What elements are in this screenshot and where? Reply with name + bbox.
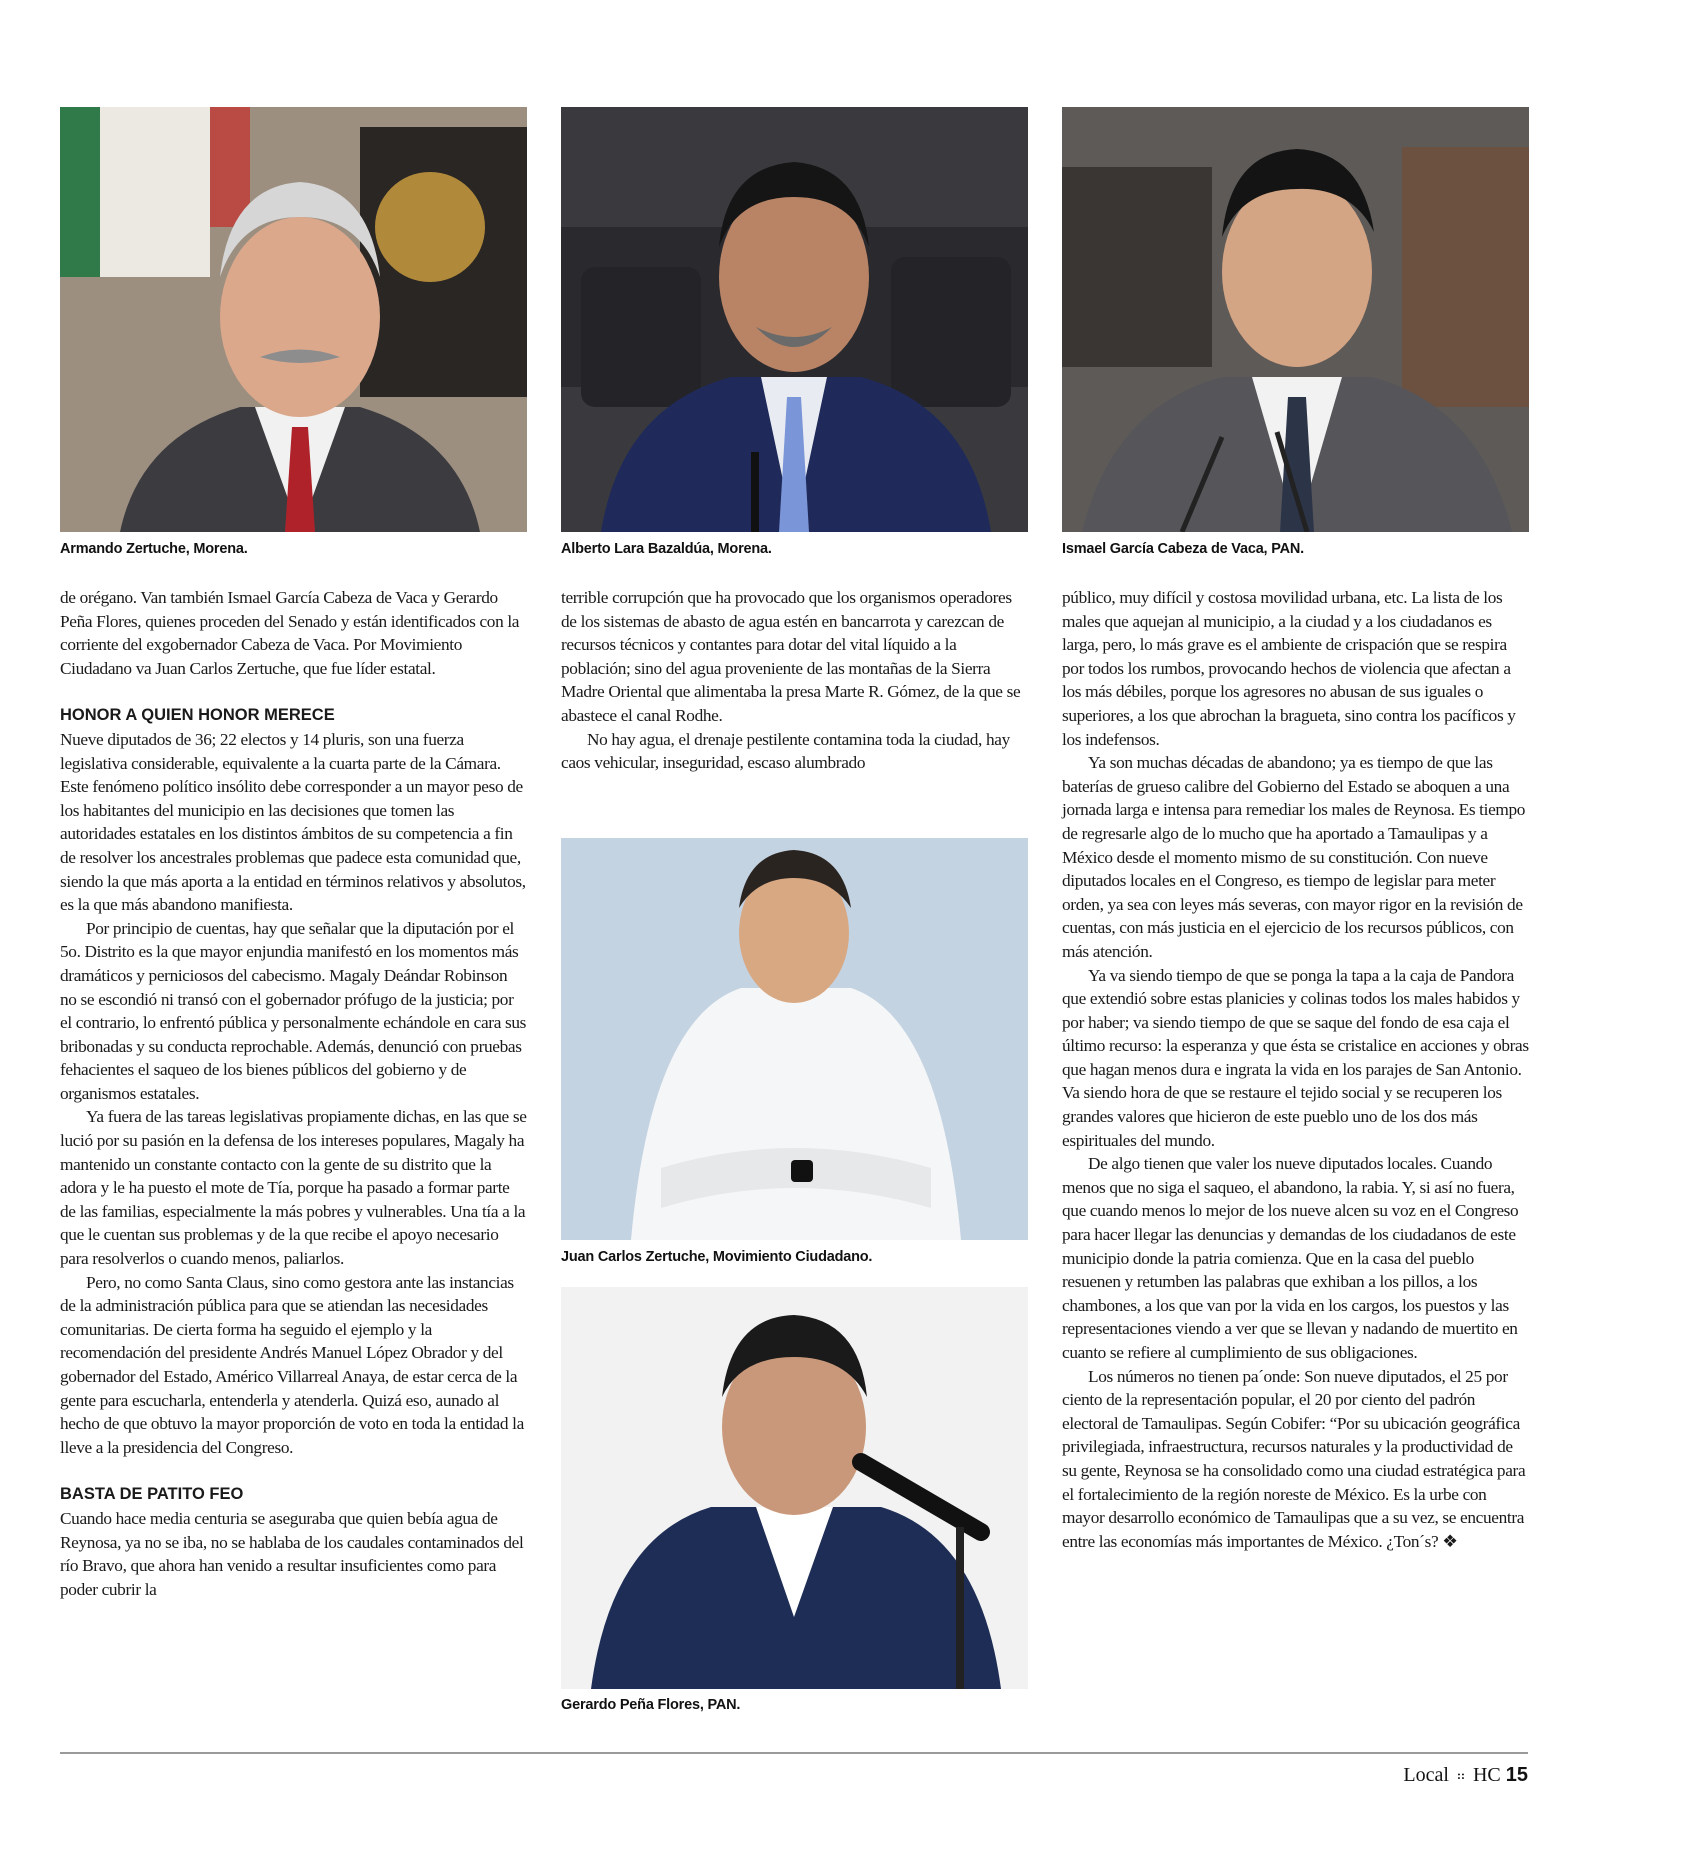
- article-paragraph: de orégano. Van también Ismael García Cabeza de Vaca y Gerardo Peña Flores, quienes proceden del Senado y están identificados con la corriente del exgobernador Cabeza de Vaca. Por Movimiento Ciudadano va Juan Carlos Zertuche, que fue líder estatal.: [60, 588, 520, 678]
- end-mark-icon: ❖: [1442, 1531, 1458, 1551]
- caption-ismael-garcia: Ismael García Cabeza de Vaca, PAN.: [1062, 541, 1304, 557]
- footer-rule: [60, 1752, 1528, 1754]
- caption-alberto-lara: Alberto Lara Bazaldúa, Morena.: [561, 541, 772, 557]
- photo-armando-zertuche: [60, 107, 527, 532]
- portrait-illustration: [561, 107, 1028, 532]
- article-paragraph: No hay agua, el drenaje pestilente contamina toda la ciudad, hay caos vehicular, inseguridad, escaso alumbrado: [561, 729, 1010, 773]
- article-paragraph: Ya son muchas décadas de abandono; ya es tiempo de que las baterías de grueso calibre del Gobierno del Estado se aboquen a una jornada larga e intensa para remediar los males de Reynosa. Es tiempo de regresarle algo de lo mucho que ha aportado a Tamaulipas y a México desde el momento mismo de su constitución. Con nueve diputados locales en el Congreso, es tiempo de legislar para meter orden, ya sea con leyes más severas, con mayor rigor en la revisión de cuentas, con más justicia en el ejercicio de los recursos públicos, con más atención.: [1062, 753, 1526, 961]
- section-name: Local: [1403, 1764, 1449, 1786]
- portrait-illustration: [60, 107, 527, 532]
- article-paragraph: Nueve diputados de 36; 22 electos y 14 pluris, son una fuerza legislativa considerable, equivalente a la cuarta parte de la Cámara. Este fenómeno político insólito debe corresponder a un mayor peso de los habitantes del municipio en las decisiones que tomen las autoridades estatales en los distintos ámbitos de su competencia a fin de resolver los ancestrales problemas que padece esta comunidad que, siendo la que más aporta a la entidad en términos relativos y absolutos, es la que más abandono manifiesta.: [60, 729, 526, 915]
- article-paragraph: terrible corrupción que ha provocado que los organismos operadores de los sistemas de abasto de agua estén en bancarrota y carezcan de recursos técnicos y contantes para dotar del vital líquido a la población; sino del agua proveniente de las montañas de la Sierra Madre Oriental que alimentaba la presa Marte R. Gómez, de la que se abastece el canal Rodhe.: [561, 588, 1021, 725]
- article-paragraph: Ya fuera de las tareas legislativas propiamente dichas, en las que se lució por su pasión en la defensa de los intereses populares, Magaly ha mantenido un constante contacto con la gente de su distrito que la adora y le ha puesto el mote de Tía, porque ha pasado a formar parte de las familias, especialmente la más pobres y vulnerables. Una tía a la que le cuentan sus problemas y de la que recibe el apoyo necesario para resolverlos o cuando menos, paliarlos.: [60, 1107, 527, 1269]
- article-column-3: [1062, 586, 1529, 1553]
- photo-ismael-garcia: [1062, 107, 1529, 532]
- article-paragraph: [1062, 1365, 1529, 1554]
- closing-text: Los números no tienen pa´onde: Son nueve diputados, el 25 por ciento de la representación popular, el 20 por ciento del padrón electoral de Tamaulipas. Según Cobifer: “Por su ubicación geográfica privilegiada, infraestructura, recursos naturales y la productividad de su gente, Reynosa se ha consolidado como una ciudad estratégica para el fortalecimiento de la región noreste de México. Es la urbe con mayor desarrollo económico de Tamaulipas que a su vez, se encuentra entre las economías más importantes de México. ¿Ton´s?: [1062, 1366, 1526, 1551]
- article-paragraph: Cuando hace media centuria se aseguraba que quien bebía agua de Reynosa, ya no se iba, no se hablaba de los caudales contaminados del río Bravo, que ahora han venido a resultar insuficientes como para poder cubrir la: [60, 1508, 524, 1599]
- article-paragraph: Ya va siendo tiempo de que se ponga la tapa a la caja de Pandora que extendió sobre estas planicies y colinas todos los males habidos y por haber; va siendo tiempo de que se saque del fondo de esa caja el último recurso: la esperanza y que ésta se cristalice en acciones y obras que hagan menos dura e ingrata la vida en los parajes de San Antonio. Va siendo hora de que se restaure el tejido social y se recuperen los grandes valores que hicieron de este pueblo uno de los dos más espirituales del mundo.: [1062, 965, 1529, 1150]
- article-column-1: [60, 586, 527, 1601]
- article-paragraph: De algo tienen que valer los nueve diputados locales. Cuando menos que no siga el saqueo, el abandono, la rabia. Y, si así no fuera, que cuando menos lo mejor de los nueve alcen su voz en el Congreso para hacer llegar las denuncias y demandas de los ciudadanos de este municipio donde la patria comienza. Que en la casa del pueblo resuenen y retumben las palabras que exhiban a los pillos, a los chambones, a los que van por la vida en los cargos, los puestos y las representaciones viendo a ver que se llevan y nadando de muertito en cuanto se refiere al cumplimiento de sus obligaciones.: [1062, 1154, 1519, 1362]
- article-paragraph: Pero, no como Santa Claus, sino como gestora ante las instancias de la administración pública para que se atiendan las necesidades comunitarias. De cierta forma ha seguido el ejemplo y la recomendación del presidente Andrés Manuel López Obrador y del gobernador del Estado, Américo Villarreal Anaya, de estar cerca de la gente para escucharla, entenderla y atenderla. Quizá eso, aunado al hecho de que obtuvo la mayor proporción de voto en toda la entidad la lleve a la presidencia del Congreso.: [60, 1272, 524, 1457]
- photo-juan-carlos-zertuche: [561, 838, 1028, 1240]
- photo-gerardo-pena: [561, 1287, 1028, 1689]
- article-paragraph: Por principio de cuentas, hay que señalar que la diputación por el 5o. Distrito es la que mayor enjundia manifestó en los momentos más dramáticos y perniciosos del cabecismo. Magaly Deándar Robinson no se escondió ni transó con el gobernador prófugo de la justicia; por el contrario, lo enfrentó pública y personalmente echándole en cara sus bribonadas y su conducta reprochable. Además, denunció con pruebas fehacientes el saqueo de los bienes públicos del gobierno y de organismos estatales.: [60, 918, 527, 1103]
- portrait-illustration: [561, 1287, 1028, 1689]
- caption-juan-carlos-zertuche: Juan Carlos Zertuche, Movimiento Ciudadano.: [561, 1249, 873, 1265]
- portrait-illustration: [1062, 107, 1529, 532]
- caption-gerardo-pena: Gerardo Peña Flores, PAN.: [561, 1697, 741, 1713]
- section-heading: BASTA DE PATITO FEO: [60, 1485, 244, 1504]
- photo-alberto-lara: [561, 107, 1028, 532]
- publication-brand: HC: [1472, 1764, 1501, 1786]
- portrait-illustration: [561, 838, 1028, 1240]
- folio-separator: ::: [1456, 1768, 1465, 1782]
- section-heading: HONOR A QUIEN HONOR MERECE: [60, 706, 335, 725]
- page-folio: [1403, 1764, 1528, 1787]
- article-column-2: [561, 586, 1028, 775]
- article-paragraph: público, muy difícil y costosa movilidad urbana, etc. La lista de los males que aquejan al municipio, a la ciudad y a los ciudadanos es larga, pero, lo más grave es el ambiente de crispación que se respira por todos los rumbos, provocando hechos de violencia que afectan a los más débiles, porque los agresores no abusan de sus iguales o superiores, a los que abrochan la bragueta, sino contra los pacíficos y los indefensos.: [1062, 588, 1516, 749]
- caption-armando-zertuche: Armando Zertuche, Morena.: [60, 541, 248, 557]
- page-number: 15: [1505, 1764, 1528, 1786]
